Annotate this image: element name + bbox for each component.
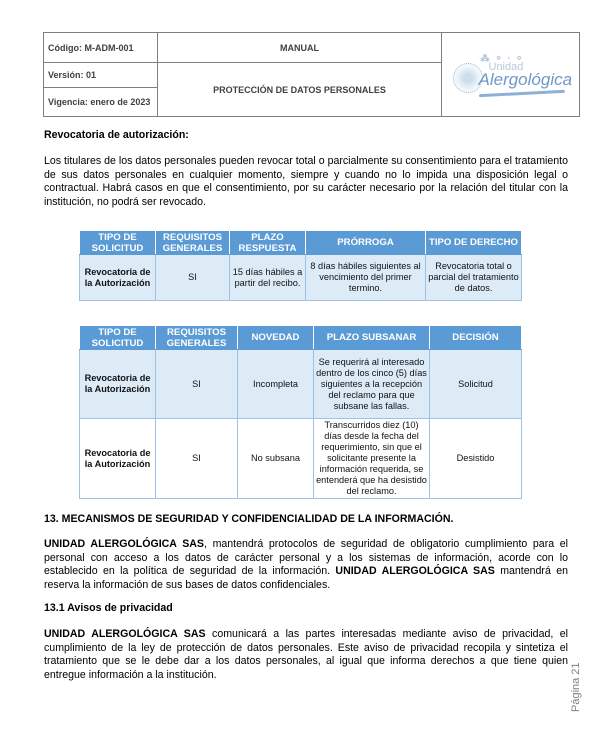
table-header-cell: TIPO DE SOLICITUD [80,326,156,350]
section-13-1-title: 13.1 Avisos de privacidad [44,602,173,614]
logo-brand-text: Alergológica [478,69,573,89]
table-cell: 15 días hábiles a partir del recibo. [230,255,306,301]
table-cell: SI [156,419,238,499]
table-cell: Revocatoria de la Autorización [80,350,156,419]
logo-cell [442,33,580,117]
company-name: UNIDAD ALERGOLÓGICA SAS [335,565,495,578]
table-header-cell: REQUISITOS GENERALES [156,326,238,350]
correction-table [79,325,522,499]
revocation-paragraph: Los titulares de los datos personales pueden revocar total o parcialmente su consentimiento para el tratamiento de sus datos personales en cualquier momento, siempre y cuando no lo impida una disposición legal o contractual. Habrá casos en que el consentimiento, por su carácter necesario por la relación del titular con la institución, no podrá ser revocado. [44,155,568,208]
seeds-icon: ⁂ ⸰ ⸱ ⸰ [480,52,524,63]
section-13-1-paragraph [44,628,568,682]
brand-logo [451,45,571,105]
table-header-cell: PLAZO RESPUESTA [230,231,306,255]
table-cell: Solicitud [430,350,522,419]
doc-type: MANUAL [158,33,442,63]
table-cell: SI [156,255,230,301]
doc-title: PROTECCIÓN DE DATOS PERSONALES [158,63,442,117]
table-header-cell: NOVEDAD [238,326,314,350]
table-row [80,350,522,419]
table-cell: Revocatoria de la Autorización [80,419,156,499]
section-13-title: 13. MECANISMOS DE SEGURIDAD Y CONFIDENCIALIDAD DE LA INFORMACIÓN. [44,513,454,525]
table-cell: No subsana [238,419,314,499]
logo-swoosh [478,89,564,96]
table-cell: Revocatoria de la Autorización [80,255,156,301]
table-header-cell: DECISIÓN [430,326,522,350]
table-row [80,255,522,301]
revocation-title: Revocatoria de autorización: [44,129,189,141]
table-row [80,419,522,499]
doc-code: Código: M-ADM-001 [44,33,158,63]
doc-validity: Vigencia: enero de 2023 [44,88,158,117]
table-header-cell: REQUISITOS GENERALES [156,231,230,255]
doc-version: Versión: 01 [44,63,158,88]
revocation-table [79,230,522,301]
paragraph-text: , mantendrá protocolos de seguridad de obligatorio cumplimiento para el personal con acceso a los datos de carácter personal y a los sistemas de información, acorde con lo establecido en la política de seguridad de la información. [44,538,569,578]
table-cell: SI [156,350,238,419]
table-cell: 8 días hábiles siguientes al vencimiento del primer termino. [306,255,426,301]
table-header-cell: PRÓRROGA [306,231,426,255]
section-13-paragraph [44,538,568,592]
logo-small-text: Unidad [488,60,524,73]
table-cell: Incompleta [238,350,314,419]
company-name: UNIDAD ALERGOLÓGICA SAS [44,538,204,550]
paragraph-text: comunicará a las partes interesadas mediante aviso de privacidad, el cumplimiento de la ley de protección de datos personales. Este aviso de privacidad recopila y sintetiza el tratamiento que se le debe dar a los datos personales, al igual que informa derechos a que tiene quien entregue información a la institución. [44,628,568,681]
table-cell: Transcurridos diez (10) días desde la fecha del requerimiento, sin que el solicitante presente la información requerida, se entenderá que ha desistido del reclamo. [314,419,430,499]
table-header-cell: TIPO DE SOLICITUD [80,231,156,255]
table-cell: Desistido [430,419,522,499]
table-header-cell: PLAZO SUBSANAR [314,326,430,350]
page-number: Página 21 [570,662,582,712]
table-cell: Se requerirá al interesado dentro de los cinco (5) días siguientes a la recepción del reclamo para que subsane las fallas. [314,350,430,419]
company-name: UNIDAD ALERGOLÓGICA SAS [44,628,206,640]
table-header-cell: TIPO DE DERECHO [426,231,522,255]
table-cell: Revocatoria total o parcial del tratamiento de datos. [426,255,522,301]
document-header [43,32,580,117]
paragraph-text: mantendrá en reserva la información de sus bases de datos confidenciales. [44,565,568,591]
